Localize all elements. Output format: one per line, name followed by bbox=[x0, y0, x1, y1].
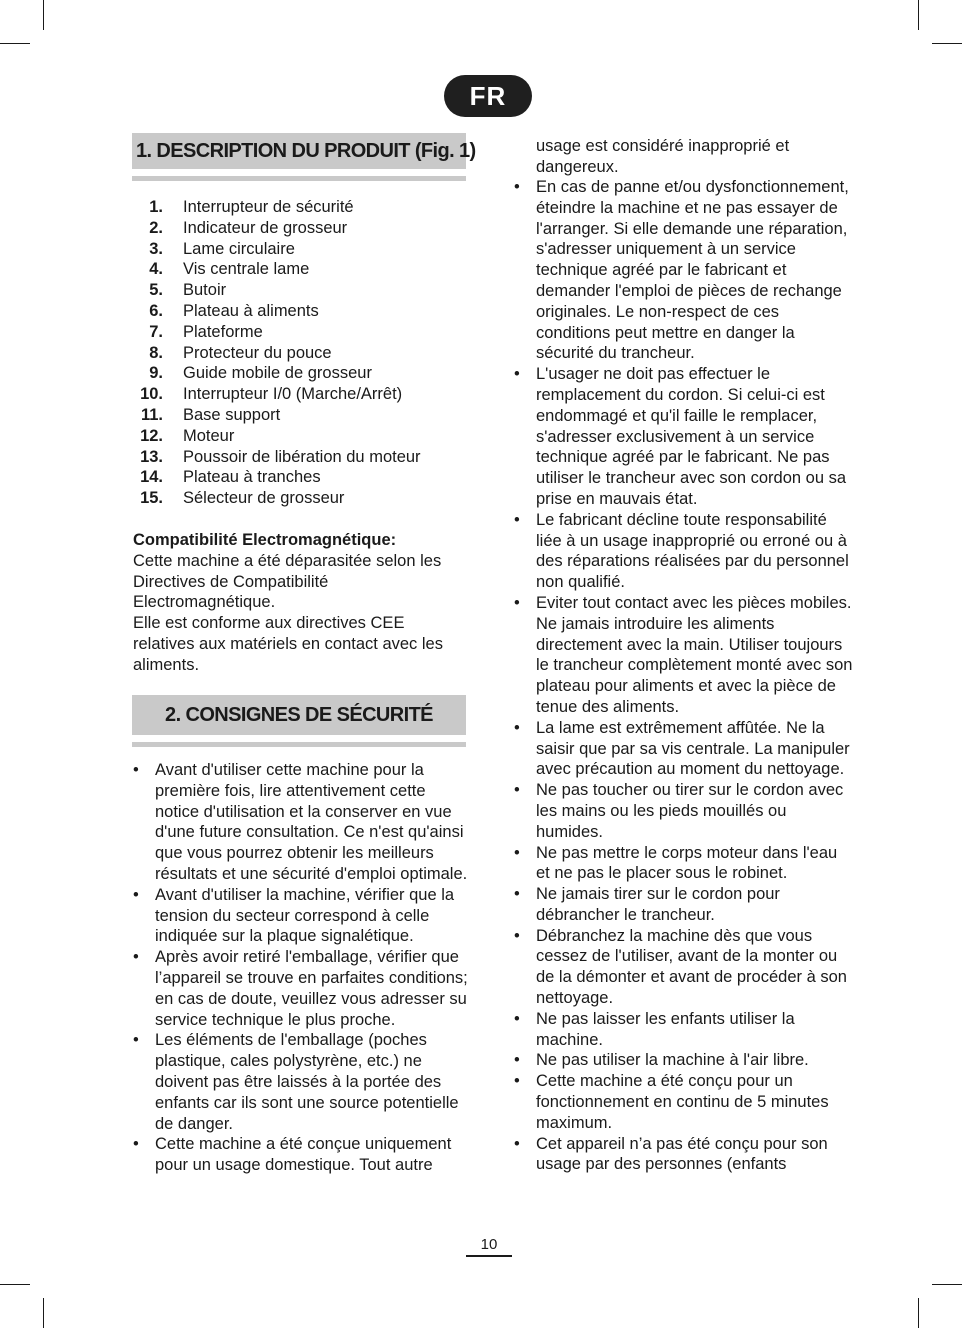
section-1-title-text: 1. DESCRIPTION DU PRODUIT (Fig. 1) bbox=[136, 140, 476, 162]
list-item: 1. Interrupteur de sécurité bbox=[149, 198, 354, 216]
list-item: 9. Guide mobile de grosseur bbox=[149, 364, 372, 383]
list-item: • Ne pas toucher ou tirer sur le cordon avec les mains ou les pieds mouillés ou humides. bbox=[514, 780, 854, 842]
list-item: • Après avoir retiré l'emballage, vérifier que l’appareil se trouve en parfaites conditions; en cas de doute, veuillez vous adresser su service technique le plus proche. bbox=[133, 947, 473, 1030]
list-item: • Eviter tout contact avec les pièces mobiles. Ne jamais introduire les aliments directement avec la main. Utiliser toujours le trancheur complètement monté avec son plateau pour aliments et avec la pièce de tenue des aliments. bbox=[514, 593, 854, 718]
crop-mark bbox=[43, 0, 44, 30]
emc-paragraph: Elle est conforme aux directives CEE relatives aux matériels en contact avec les aliments. bbox=[133, 614, 443, 674]
list-item: • Ne pas laisser les enfants utiliser la machine. bbox=[514, 1009, 854, 1051]
emc-title: Compatibilité Electromagnétique: bbox=[133, 531, 397, 549]
list-item: • Débranchez la machine dès que vous cessez de l'utiliser, avant de la monter ou de la démonter et avant de procéder à son nettoyage. bbox=[514, 926, 854, 1009]
crop-mark bbox=[918, 0, 919, 30]
list-item: 4. Vis centrale lame bbox=[149, 260, 310, 279]
section-2-title-text: 2. CONSIGNES DE SÉCURITÉ bbox=[165, 704, 433, 726]
list-item: 11. Base support bbox=[140, 405, 281, 424]
list-item: 12. Moteur bbox=[140, 426, 235, 445]
list-item: • En cas de panne et/ou dysfonctionnement, éteindre la machine et ne pas essayer de l'arranger. Si elle demande une réparation, s'adresser uniquement à un service technique agréé par le fabricant et demander l'emploi de pièces de rechange originales. Le non-respect de ces conditions peut mettre en danger la sécurité du trancheur. bbox=[514, 177, 854, 364]
list-item: • Les éléments de l'emballage (poches plastique, cales polystyrène, etc.) ne doivent pas être laissés à la portée des enfants car ils sont une source potentielle de danger. bbox=[133, 1030, 473, 1134]
list-item: 15. Sélecteur de grosseur bbox=[140, 489, 345, 508]
section-2-title bbox=[132, 695, 466, 735]
list-item: 8. Protecteur du pouce bbox=[149, 343, 332, 362]
list-item: 5. Butoir bbox=[149, 281, 227, 300]
crop-mark bbox=[0, 1284, 30, 1285]
safety-continued-text: usage est considéré inapproprié et dangereux. bbox=[536, 137, 790, 176]
list-item: 10. Interrupteur I/0 (Marche/Arrêt) bbox=[140, 385, 403, 404]
list-item: • Cet appareil n’a pas été conçu pour son usage par des personnes (enfants bbox=[514, 1134, 854, 1176]
list-item: • L'usager ne doit pas effectuer le remplacement du cordon. Si celui-ci est endommagé et qu'il faille le remplacer, s'adresser exclusivement à un service technique agréé par le fabricant. Ne pas utiliser le trancheur avec son cordon ou sa prise en mauvais état. bbox=[514, 364, 854, 510]
crop-mark bbox=[932, 43, 962, 44]
section-2-rule bbox=[132, 742, 466, 747]
list-item: • Cette machine a été conçu pour un fonctionnement en continu de 5 minutes maximum. bbox=[514, 1071, 854, 1133]
list-item: • Ne pas mettre le corps moteur dans l'eau et ne pas le placer sous le robinet. bbox=[514, 843, 854, 885]
crop-mark bbox=[932, 1284, 962, 1285]
list-item: • Le fabricant décline toute responsabilité liée à un usage inapproprié ou erroné ou à des réparations réalisées par du personnel non qualifié. bbox=[514, 510, 854, 593]
parts-list bbox=[133, 197, 473, 509]
safety-list-left bbox=[133, 760, 473, 1176]
page-number: 10 bbox=[466, 1236, 512, 1257]
list-item: • Avant d'utiliser cette machine pour la première fois, lire attentivement cette notice d'utilisation et la conserver en vue d'une future consultation. Ce n'est qu'ainsi que vous pourrez obtenir les meilleurs résultats et une sécurité d'emploi optimale. bbox=[133, 760, 473, 885]
safety-list-right bbox=[514, 177, 854, 1175]
emc-paragraph: Cette machine a été déparasitée selon les Directives de Compatibilité Electromagnétique. bbox=[133, 551, 442, 612]
list-item: 6. Plateau à aliments bbox=[149, 301, 319, 320]
list-item: 2. Indicateur de grosseur bbox=[149, 218, 348, 237]
section-1-rule bbox=[132, 176, 466, 181]
crop-mark bbox=[0, 43, 30, 44]
list-item: • Avant d'utiliser la machine, vérifier que la tension du secteur correspond à celle indiquée sur la plaque signalétique. bbox=[133, 885, 473, 947]
language-badge: FR bbox=[444, 75, 532, 117]
crop-mark bbox=[918, 1298, 919, 1328]
list-item: • Cette machine a été conçue uniquement pour un usage domestique. Tout autre bbox=[133, 1134, 473, 1176]
list-item: 13. Poussoir de libération du moteur bbox=[140, 447, 421, 466]
crop-mark bbox=[43, 1298, 44, 1328]
list-item: • La lame est extrêmement affûtée. Ne la saisir que par sa vis centrale. La manipuler avec précaution au moment du nettoyage. bbox=[514, 718, 854, 780]
section-1-title bbox=[132, 133, 476, 169]
list-item: • Ne pas utiliser la machine à l'air libre. bbox=[514, 1050, 854, 1071]
list-item: 3. Lame circulaire bbox=[149, 239, 295, 258]
emc-block bbox=[133, 530, 468, 676]
list-item: 7. Plateforme bbox=[149, 322, 263, 341]
list-item: • Ne jamais tirer sur le cordon pour débrancher le trancheur. bbox=[514, 884, 854, 926]
list-item: 14. Plateau à tranches bbox=[140, 468, 321, 487]
